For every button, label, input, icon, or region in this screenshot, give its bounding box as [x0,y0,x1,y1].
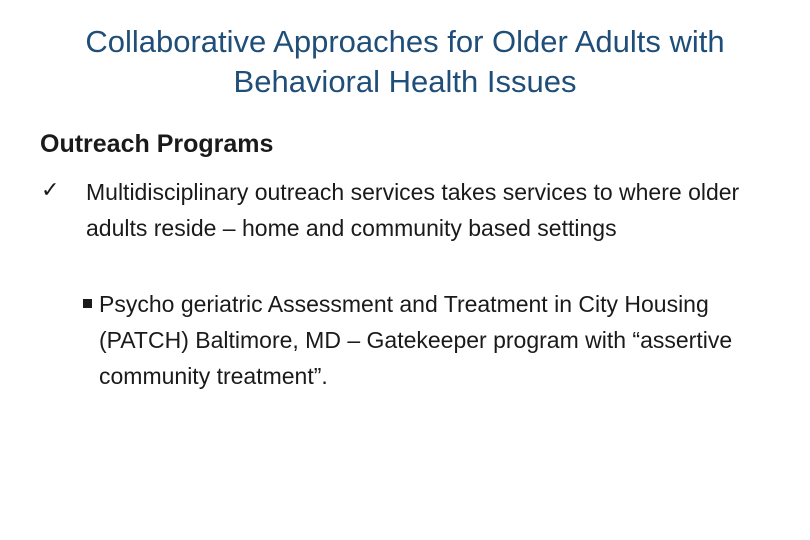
slide-title [0,22,810,102]
checkmark-bullet-icon: ✓ [41,177,60,202]
slide-title-line-1: Collaborative Approaches for Older Adults with [85,24,725,59]
slide-title-line-2: Behavioral Health Issues [233,64,577,99]
bullet-text-1: Multidisciplinary outreach services takes services to where older adults reside – home and community based settings [86,179,740,241]
bullet-text-2: Psycho geriatric Assessment and Treatment in City Housing (PATCH) Baltimore, MD – Gatekeeper program with “assertive community treatment”. [99,291,733,389]
section-heading: Outreach Programs [40,130,274,158]
square-bullet-icon [83,299,92,308]
